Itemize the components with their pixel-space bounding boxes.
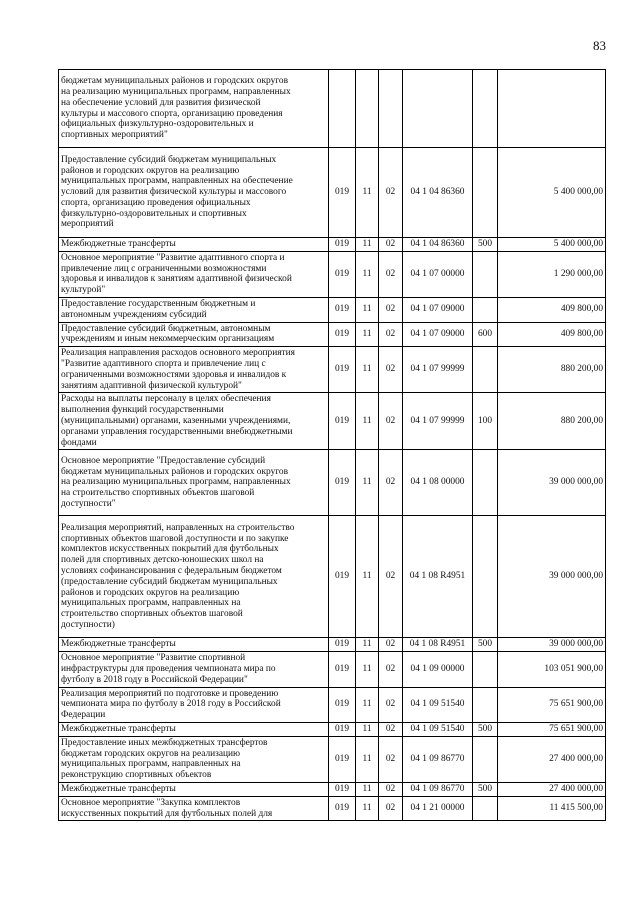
row-target-article: 04 1 07 00000 [403,251,473,297]
row-expense-type [473,796,498,821]
row-section: 11 [356,687,379,722]
row-section: 11 [356,347,379,393]
table-row [59,450,606,516]
row-name: Основное мероприятие "Предоставление субсидий бюджетам муниципальных районов и городских округов на реализацию муниципальных программ, направленных на строительство спортивных объектов шаговой доступности" [59,450,329,516]
table-row [59,322,606,347]
row-name: Расходы на выплаты персоналу в целях обеспечения выполнения функций государственными (муниципальными) органами, казенными учреждениями, органами управления государственными внебюджетными фондами [59,393,329,450]
row-subsection: 02 [379,238,403,252]
table-row [59,297,606,322]
row-name: бюджетам муниципальных районов и городских округов на реализацию муниципальных программ, направленных на обеспечение условий для развития физической культуры и массового спорта, организацию проведения официальных физкультурно-оздоровительных и спортивных мероприятий" [59,70,329,148]
row-subsection: 02 [379,722,403,736]
row-name: Предоставление субсидий бюджетам муниципальных районов и городских округов на реализацию муниципальных программ, направленных на обеспечение условий для развития физической культуры и массового спорта, организацию проведения официальных физкультурно-оздоровительных и спортивных мероприятий [59,148,329,238]
row-grbs: 019 [329,687,356,722]
row-expense-type [473,516,498,638]
row-amount: 27 400 000,00 [498,736,606,782]
row-section: 11 [356,322,379,347]
row-target-article: 04 1 04 86360 [403,238,473,252]
row-name: Основное мероприятие "Развитие спортивной инфраструктуры для проведения чемпионата мира по футболу в 2018 году в Российской Федерации" [59,652,329,687]
row-name: Реализация мероприятий по подготовке и проведению чемпионата мира по футболу в 2018 году в Российской Федерации [59,687,329,722]
row-expense-type: 500 [473,722,498,736]
table-row [59,722,606,736]
row-subsection [379,70,403,148]
row-target-article: 04 1 08 R4951 [403,638,473,652]
row-amount: 409 800,00 [498,322,606,347]
budget-table-body [59,70,606,821]
row-grbs: 019 [329,347,356,393]
row-expense-type [473,347,498,393]
table-row [59,736,606,782]
row-section: 11 [356,148,379,238]
row-expense-type [473,297,498,322]
row-subsection: 02 [379,322,403,347]
row-section: 11 [356,450,379,516]
row-target-article: 04 1 07 99999 [403,393,473,450]
row-section: 11 [356,516,379,638]
table-row [59,148,606,238]
row-section: 11 [356,238,379,252]
row-amount: 39 000 000,00 [498,638,606,652]
row-target-article: 04 1 09 86770 [403,782,473,796]
row-section: 11 [356,736,379,782]
row-expense-type [473,70,498,148]
row-name: Межбюджетные трансферты [59,782,329,796]
budget-table [58,69,606,821]
row-section: 11 [356,393,379,450]
row-section: 11 [356,722,379,736]
row-grbs: 019 [329,516,356,638]
row-target-article [403,70,473,148]
page-number: 83 [593,38,606,53]
row-target-article: 04 1 07 99999 [403,347,473,393]
row-expense-type [473,687,498,722]
row-grbs: 019 [329,393,356,450]
table-row [59,796,606,821]
row-amount: 11 415 500,00 [498,796,606,821]
row-name: Основное мероприятие "Развитие адаптивного спорта и привлечение лиц с ограниченными возможностями здоровья и инвалидов к занятиям адаптивной физической культурой" [59,251,329,297]
row-grbs: 019 [329,450,356,516]
table-row [59,516,606,638]
row-subsection: 02 [379,687,403,722]
row-target-article: 04 1 07 09000 [403,322,473,347]
row-amount: 880 200,00 [498,393,606,450]
row-section: 11 [356,297,379,322]
table-row [59,70,606,148]
row-grbs [329,70,356,148]
row-amount: 5 400 000,00 [498,148,606,238]
table-row [59,238,606,252]
row-subsection: 02 [379,638,403,652]
row-expense-type: 500 [473,238,498,252]
row-name: Предоставление государственным бюджетным и автономным учреждениям субсидий [59,297,329,322]
row-subsection: 02 [379,516,403,638]
row-target-article: 04 1 21 00000 [403,796,473,821]
row-section: 11 [356,251,379,297]
row-target-article: 04 1 09 51540 [403,687,473,722]
row-section: 11 [356,638,379,652]
row-name: Межбюджетные трансферты [59,638,329,652]
table-row [59,251,606,297]
row-target-article: 04 1 08 00000 [403,450,473,516]
row-amount: 1 290 000,00 [498,251,606,297]
row-grbs: 019 [329,722,356,736]
row-subsection: 02 [379,251,403,297]
row-grbs: 019 [329,322,356,347]
row-name: Основное мероприятие "Закупка комплектов искусственных покрытий для футбольных полей для [59,796,329,821]
row-section: 11 [356,796,379,821]
row-subsection: 02 [379,782,403,796]
row-grbs: 019 [329,251,356,297]
row-subsection: 02 [379,652,403,687]
table-row [59,393,606,450]
row-target-article: 04 1 04 86360 [403,148,473,238]
row-grbs: 019 [329,796,356,821]
row-expense-type [473,148,498,238]
row-name: Межбюджетные трансферты [59,238,329,252]
row-name: Предоставление иных межбюджетных трансфертов бюджетам городских округов на реализацию муниципальных программ, направленных на реконструкцию спортивных объектов [59,736,329,782]
row-amount: 409 800,00 [498,297,606,322]
row-subsection: 02 [379,297,403,322]
table-row [59,782,606,796]
row-name: Межбюджетные трансферты [59,722,329,736]
table-row [59,347,606,393]
row-name: Реализация мероприятий, направленных на строительство спортивных объектов шаговой доступности и по закупке комплектов искусственных покрытий для футбольных полей для спортивных детско-юношеских школ на условиях софинансирования с федеральным бюджетом (предоставление субсидий бюджетам муниципальных районов и городских округов на реализацию муниципальных программ, направленных на строительство спортивных объектов шаговой доступности) [59,516,329,638]
row-section [356,70,379,148]
row-subsection: 02 [379,148,403,238]
row-target-article: 04 1 09 51540 [403,722,473,736]
row-amount: 75 651 900,00 [498,687,606,722]
row-grbs: 019 [329,297,356,322]
row-section: 11 [356,782,379,796]
row-expense-type: 500 [473,782,498,796]
row-amount: 39 000 000,00 [498,450,606,516]
row-amount: 103 051 900,00 [498,652,606,687]
row-subsection: 02 [379,736,403,782]
row-expense-type: 500 [473,638,498,652]
row-amount: 27 400 000,00 [498,782,606,796]
row-grbs: 019 [329,652,356,687]
row-name: Реализация направления расходов основного мероприятия "Развитие адаптивного спорта и привлечение лиц с ограниченными возможностями здоровья и инвалидов к занятиям адаптивной физической культурой" [59,347,329,393]
row-amount [498,70,606,148]
row-target-article: 04 1 07 09000 [403,297,473,322]
row-expense-type [473,251,498,297]
row-grbs: 019 [329,782,356,796]
row-expense-type: 600 [473,322,498,347]
row-grbs: 019 [329,638,356,652]
table-row [59,638,606,652]
row-name: Предоставление субсидий бюджетным, автономным учреждениям и иным некоммерческим организациям [59,322,329,347]
row-target-article: 04 1 09 86770 [403,736,473,782]
table-row [59,687,606,722]
row-expense-type: 100 [473,393,498,450]
row-subsection: 02 [379,796,403,821]
row-amount: 39 000 000,00 [498,516,606,638]
row-grbs: 019 [329,238,356,252]
row-subsection: 02 [379,393,403,450]
table-row [59,652,606,687]
row-grbs: 019 [329,148,356,238]
row-target-article: 04 1 09 00000 [403,652,473,687]
row-amount: 5 400 000,00 [498,238,606,252]
row-subsection: 02 [379,450,403,516]
row-amount: 880 200,00 [498,347,606,393]
row-section: 11 [356,652,379,687]
row-subsection: 02 [379,347,403,393]
row-grbs: 019 [329,736,356,782]
row-amount: 75 651 900,00 [498,722,606,736]
row-expense-type [473,652,498,687]
row-expense-type [473,736,498,782]
row-expense-type [473,450,498,516]
row-target-article: 04 1 08 R4951 [403,516,473,638]
